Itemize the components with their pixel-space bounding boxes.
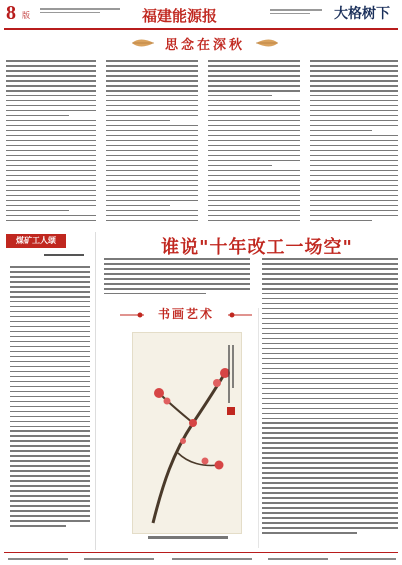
- plum-blossom-painting-icon: [133, 333, 241, 533]
- newspaper-logo: 福建能源报: [142, 7, 218, 25]
- page-number-suffix: 版: [22, 11, 30, 20]
- issue-meta: [40, 7, 130, 13]
- masthead: [0, 0, 402, 28]
- masthead-rule: [4, 28, 398, 30]
- page-number: 8: [6, 2, 16, 24]
- column-divider: [95, 232, 96, 550]
- leaf-ornament-icon: [254, 36, 280, 50]
- main-story-headline: 谁说"十年改工一场空": [161, 237, 353, 258]
- poem-title: 煤矿工人颂: [6, 234, 66, 248]
- painting-caption: [148, 536, 228, 539]
- ink-painting: [132, 332, 242, 534]
- ornament-icon: [120, 311, 144, 319]
- main-story-intro: [104, 258, 250, 298]
- feature-column-4: [310, 60, 398, 224]
- main-story-body: [262, 258, 398, 537]
- art-section-header: [118, 305, 254, 325]
- ornament-icon: [228, 311, 252, 319]
- footer: [4, 555, 398, 563]
- feature-column-3: [208, 60, 300, 224]
- editor-credit: [270, 8, 322, 14]
- column-divider: [258, 308, 259, 548]
- feature-banner: [130, 34, 280, 52]
- section-tag: 大格树下: [334, 6, 390, 22]
- feature-title: 思念在深秋: [164, 38, 245, 53]
- poem-byline: [44, 254, 84, 256]
- leaf-ornament-icon: [130, 36, 156, 50]
- feature-column-2: [106, 60, 198, 224]
- art-section-title: 书画艺术: [157, 307, 214, 321]
- feature-column-1: [6, 60, 96, 224]
- footer-rule: [4, 552, 398, 553]
- poem-body: [10, 266, 90, 530]
